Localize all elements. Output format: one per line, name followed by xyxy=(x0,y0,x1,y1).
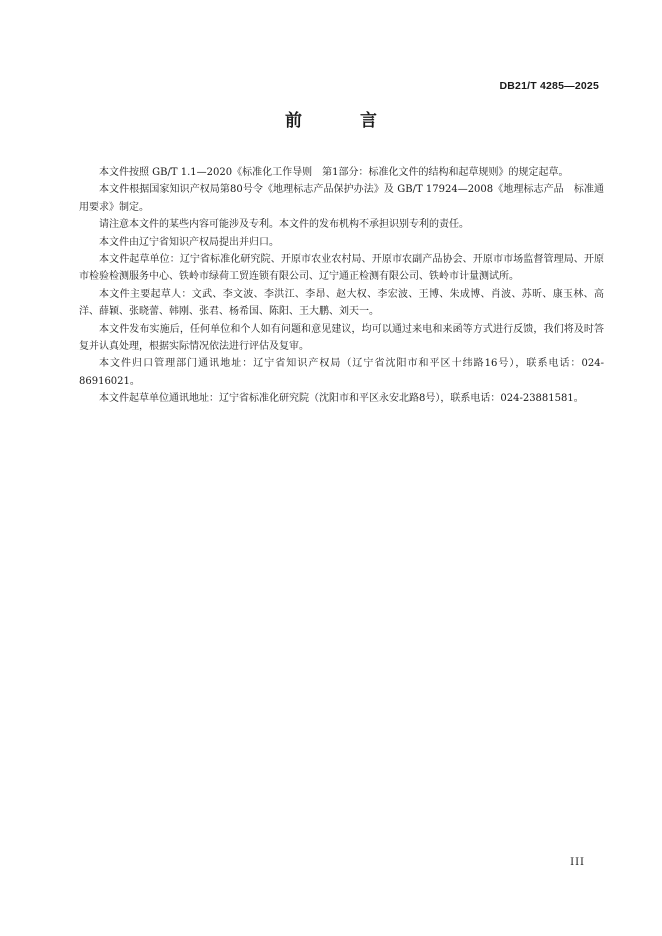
paragraph-drafters: 本文件主要起草人：文武、李文波、李洪江、李昂、赵大权、李宏波、王博、朱成博、肖波、苏昕、康玉林、高洋、薛颖、张晓蕾、韩刚、张君、杨希国、陈阳、王大鹏、刘天一。 xyxy=(79,288,604,318)
paragraph-management-contact: 本文件归口管理部门通讯地址：辽宁省知识产权局（辽宁省沈阳市和平区十纬路16号），联系电话：024-86916021。 xyxy=(79,358,604,387)
foreword-body xyxy=(79,164,604,408)
paragraph-drafting-units: 本文件起草单位：辽宁省标准化研究院、开原市农业农村局、开原市农副产品协会、开原市市场监督管理局、开原市检验检测服务中心、铁岭市绿荷工贸连锁有限公司、辽宁通正检测有限公司、铁岭市计量测试所。 xyxy=(79,254,604,283)
page-title: 前 言 xyxy=(285,111,403,131)
paragraph-drafting-rules: 本文件按照 GB/T 1.1—2020《标准化工作导则 第1部分：标准化文件的结构和起草规则》的规定起草。 xyxy=(99,167,569,178)
document-code: DB21/T 4285—2025 xyxy=(499,80,599,92)
paragraph-basis: 本文件根据国家知识产权局第80号令《地理标志产品保护办法》及 GB/T 17924—2008《地理标志产品 标准通用要求》制定。 xyxy=(79,184,604,213)
paragraph-proposer: 本文件由辽宁省知识产权局提出并归口。 xyxy=(99,236,279,248)
page-number: III xyxy=(570,857,585,868)
paragraph-patent-notice: 请注意本文件的某些内容可能涉及专利。本文件的发布机构不承担识别专利的责任。 xyxy=(99,219,469,231)
paragraph-drafting-unit-contact: 本文件起草单位通讯地址：辽宁省标准化研究院（沈阳市和平区永安北路8号），联系电话：024-23881581。 xyxy=(99,393,584,405)
paragraph-feedback: 本文件发布实施后，任何单位和个人如有问题和意见建议，均可以通过来电和来函等方式进行反馈，我们将及时答复并认真处理，根据实际情况依法进行评估及复审。 xyxy=(79,323,604,353)
